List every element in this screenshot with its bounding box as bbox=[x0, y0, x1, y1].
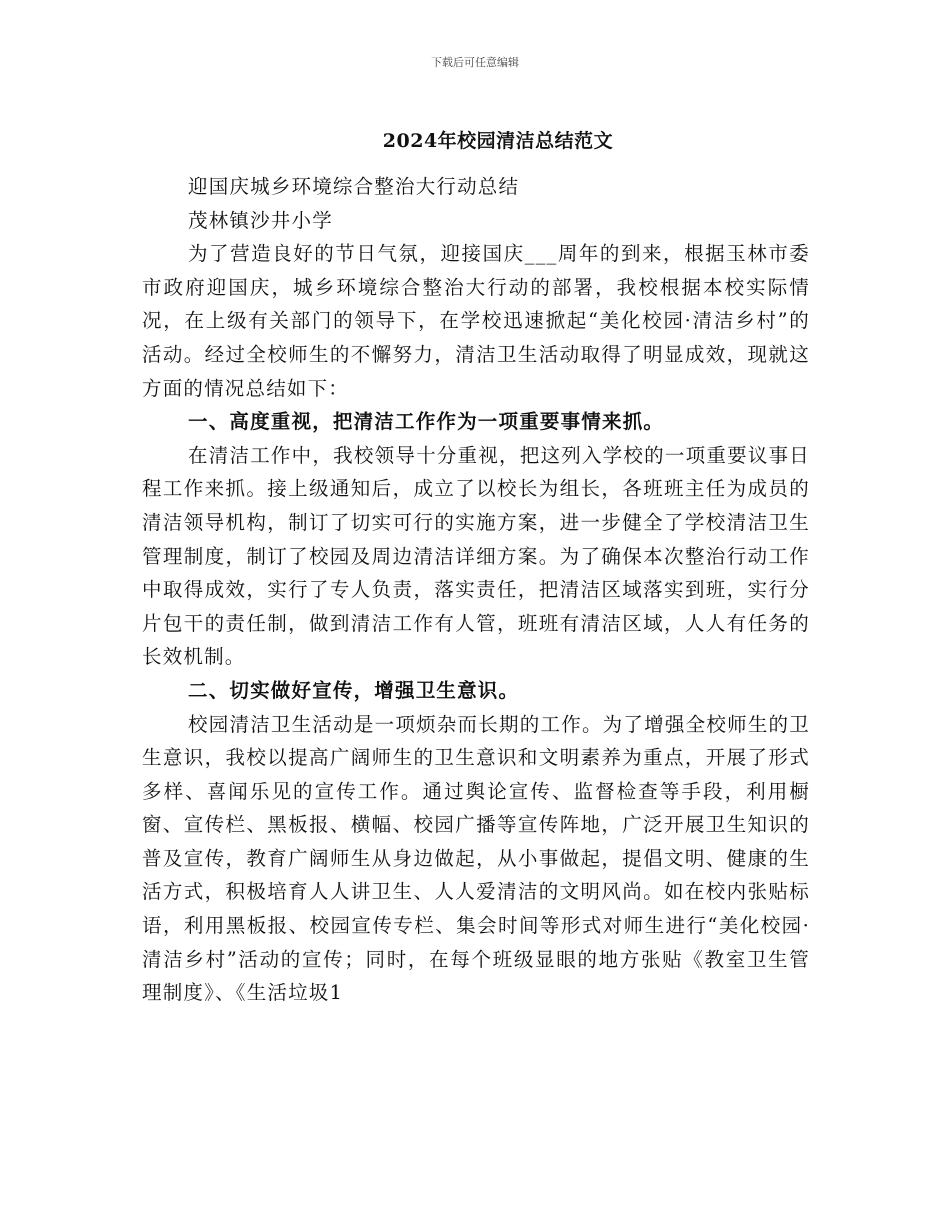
section-heading-2: 二、切实做好宣传，增强卫生意识。 bbox=[188, 678, 520, 702]
school-line: 茂林镇沙井小学 bbox=[188, 208, 333, 232]
section-2-paragraph: 校园清洁卫生活动是一项烦杂而长期的工作。为了增强全校师生的卫生意识，我校以提高广阔师生的卫生意识和文明素养为重点，开展了形式多样、喜闻乐见的宣传工作。通过舆论宣传、监督检查等手段，利用橱窗、宣传栏、黑板报、横幅、校园广播等宣传阵地，广泛开展卫生知识的普及宣传，教育广阔师生从身边做起，从小事做起，提倡文明、健康的生活方式，积极培育人人讲卫生、人人爱清洁的文明风尚。如在校内张贴标语，利用黑板报、校园宣传专栏、集会时间等形式对师生进行“美化校园·清洁乡村”活动的宣传；同时，在每个班级显眼的地方张贴《教室卫生管理制度》、《生活垃圾1 bbox=[142, 712, 810, 1005]
header-note: 下载后可任意编辑 bbox=[431, 56, 519, 69]
intro-paragraph: 为了营造良好的节日气氛，迎接国庆___周年的到来，根据玉林市委市政府迎国庆，城乡环境综合整治大行动的部署，我校根据本校实际情况，在上级有关部门的领导下，在学校迅速掀起“美化校园·清洁乡村”的活动。经过全校师生的不懈努力，清洁卫生活动取得了明显成效，现就这方面的情况总结如下： bbox=[142, 242, 810, 400]
section-heading-1: 一、高度重视，把清洁工作作为一项重要事情来抓。 bbox=[188, 410, 665, 434]
subtitle-line: 迎国庆城乡环境综合整治大行动总结 bbox=[188, 175, 520, 198]
section-1-paragraph: 在清洁工作中，我校领导十分重视，把这列入学校的一项重要议事日程工作来抓。接上级通知后，成立了以校长为组长，各班班主任为成员的清洁领导机构，制订了切实可行的实施方案，进一步健全了学校清洁卫生管理制度，制订了校园及周边清洁详细方案。为了确保本次整治行动工作中取得成效，实行了专人负责，落实责任，把清洁区域落实到班，实行分片包干的责任制，做到清洁工作有人管，班班有清洁区域，人人有任务的长效机制。 bbox=[142, 443, 810, 669]
document-body bbox=[142, 170, 810, 1010]
document-title: 2024年校园清洁总结范文 bbox=[382, 130, 614, 152]
